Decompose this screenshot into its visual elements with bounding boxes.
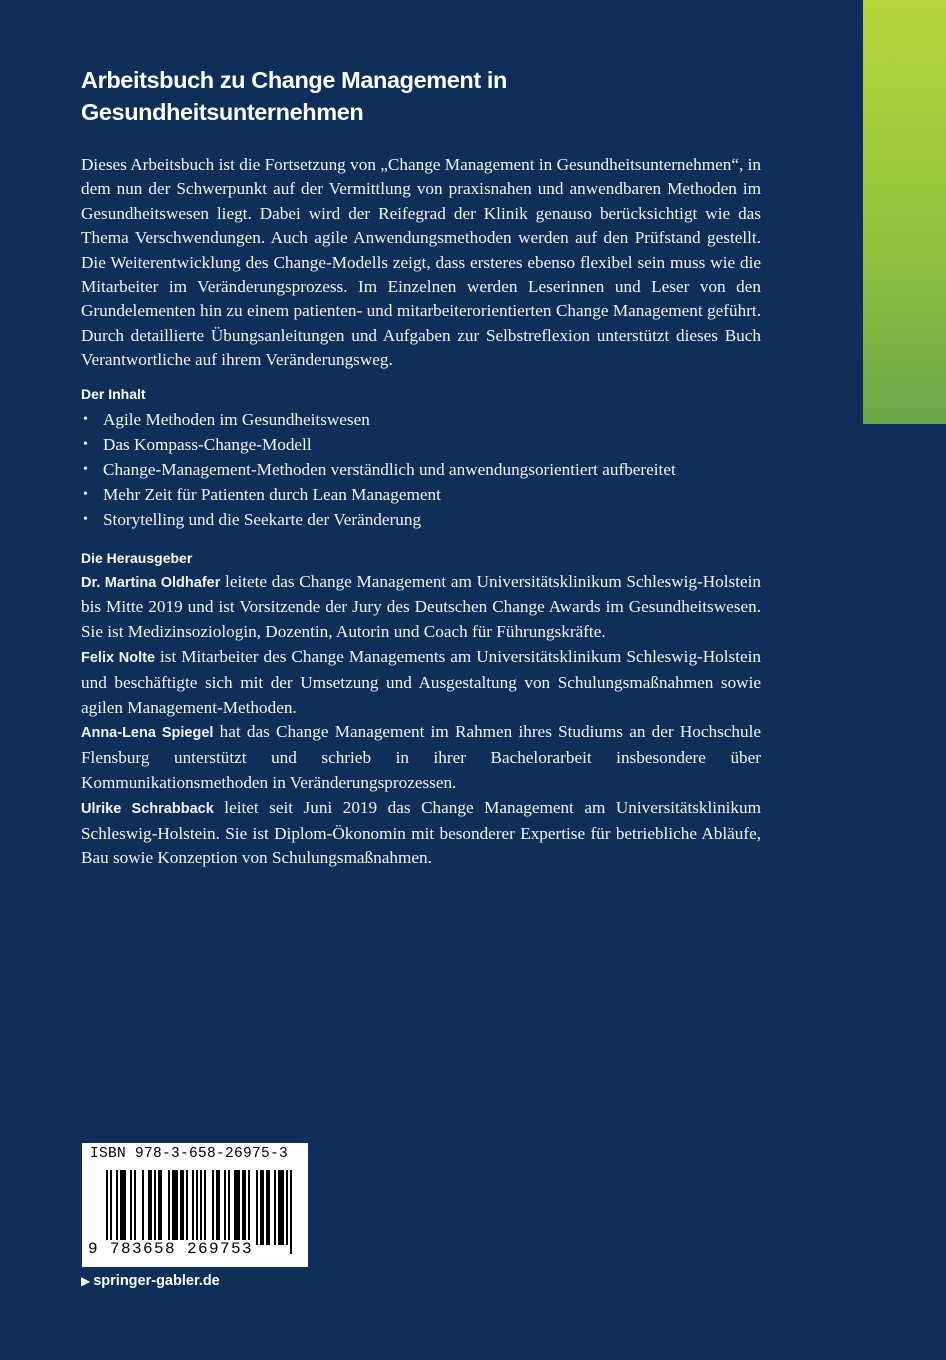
list-item: • Change-Management-Methoden verständlich und anwendungsorientiert aufbereitet <box>81 457 761 482</box>
barcode-bar <box>242 1170 246 1245</box>
contents-heading: Der Inhalt <box>81 385 146 402</box>
barcode-bar <box>186 1170 188 1245</box>
barcode-bar <box>212 1170 214 1245</box>
intro-paragraph: Dieses Arbeitsbuch ist die Fortsetzung von „Change Management in Gesundheitsunternehmen“, in dem nun der Schwerpunkt auf der Vermittlung von praxisnahen und anwendbaren Methoden im Gesundheitswesen liegt. Dabei wird der Reifegrad der Klinik genauso berücksichtigt wie das Thema Verschwendungen. Auch agile Anwendungsmethoden werden auf den Prüfstand gestellt. Die Weiterentwicklung des Change-Modells zeigt, dass ersteres ebenso flexibel sein muss wie die Mitarbeiter im Veränderungsprozess. Im Einzelnen werden Leserinnen und Leser von den Grundelementen hin zu einem patienten- und mitarbeiterorientierten Change Management geführt. Durch detaillierte Übungsanleitungen und Aufgaben zur Selbstreflexion unterstützt dieses Buch Verantwortliche auf ihrem Veränderungsweg. <box>81 155 761 370</box>
barcode-bar <box>148 1170 152 1245</box>
isbn-barcode <box>82 1143 308 1267</box>
editor-name: Ulrike Schrabback <box>81 800 214 817</box>
barcode-bar <box>116 1170 118 1245</box>
website-url: springer-gabler.de <box>93 1273 220 1289</box>
back-cover-text <box>81 64 761 871</box>
barcode-bar <box>130 1170 132 1245</box>
barcode-bar <box>260 1170 264 1245</box>
editor-name: Felix Nolte <box>81 650 156 667</box>
list-item: • Storytelling und die Seekarte der Veränderung <box>81 507 761 532</box>
editor-name: Anna-Lena Spiegel <box>81 725 214 742</box>
green-accent-bar <box>863 0 946 424</box>
barcode-bar <box>266 1170 270 1245</box>
barcode-bar <box>168 1170 170 1245</box>
barcode-bar <box>172 1170 178 1245</box>
editor-name: Dr. Martina Oldhafer <box>81 574 221 591</box>
barcode-bar <box>286 1170 288 1245</box>
editor-bio <box>81 645 761 720</box>
barcode-bar <box>134 1170 136 1245</box>
editors-heading: Die Herausgeber <box>81 549 193 566</box>
barcode-bar <box>154 1170 156 1245</box>
bullet-icon: • <box>83 461 88 477</box>
barcode-bar <box>120 1170 126 1245</box>
barcode-bar <box>204 1170 206 1245</box>
editor-bio <box>81 796 761 871</box>
book-title: Arbeitsbuch zu Change Management in Gesundheitsunternehmen <box>81 67 508 125</box>
editor-text: hat das Change Management im Rahmen ihres Studiums an der Hochschule Flensburg unterstützt und schrieb in ihrer Bachelorarbeit insbesondere über Kommunikationsmethoden in Veränderungsprozessen. <box>81 722 761 793</box>
barcode-bar <box>228 1170 230 1245</box>
publisher-website[interactable] <box>81 1273 220 1289</box>
barcode-bar <box>158 1170 162 1245</box>
list-item: • Das Kompass-Change-Modell <box>81 432 761 457</box>
editor-text: leitete das Change Management am Universitätsklinikum Schleswig-Holstein bis Mitte 2019 und ist Vorsitzende der Jury des Deutschen Change Awards im Gesundheitswesen. Sie ist Medizinsoziologin, Dozentin, Autorin und Coach für Führungskräfte. <box>81 571 761 642</box>
barcode-bar <box>234 1170 240 1245</box>
barcode-bar <box>248 1170 250 1245</box>
barcode-bar <box>192 1170 194 1245</box>
barcode-bar <box>274 1170 276 1245</box>
bullet-icon: • <box>83 486 88 502</box>
editor-text: leitet seit Juni 2019 das Change Management am Universitätsklinikum Schleswig-Holstein. Sie ist Diplom-Ökonomin mit besonderer Expertise für betriebliche Abläufe, Bau sowie Konzeption von Schulungsmaßnahmen. <box>81 797 761 868</box>
editor-text: ist Mitarbeiter des Change Managements am Universitätsklinikum Schleswig-Holstein und beschäftigte sich mit der Umsetzung und Ausgestaltung von Schulungsmaßnahmen sowie agilen Management-Methoden. <box>81 647 761 717</box>
barcode-bar <box>216 1170 220 1245</box>
barcode-bar <box>180 1170 184 1245</box>
editor-bio <box>81 720 761 795</box>
ean-digits: 9 783658 269753 <box>88 1240 254 1258</box>
barcode-bar <box>278 1170 284 1245</box>
barcode-bar <box>224 1170 226 1245</box>
arrow-right-icon: ▶ <box>81 1274 91 1288</box>
editor-bio <box>81 570 761 645</box>
bullet-icon: • <box>83 511 88 527</box>
bullet-icon: • <box>83 436 88 452</box>
contents-list <box>81 407 761 532</box>
list-item: • Mehr Zeit für Patienten durch Lean Management <box>81 482 761 507</box>
barcode-bar <box>142 1170 144 1245</box>
isbn-label: ISBN 978-3-658-26975-3 <box>90 1146 289 1162</box>
list-item: • Agile Methoden im Gesundheitswesen <box>81 407 761 432</box>
barcode-bar <box>256 1170 258 1245</box>
bullet-icon: • <box>83 411 88 427</box>
